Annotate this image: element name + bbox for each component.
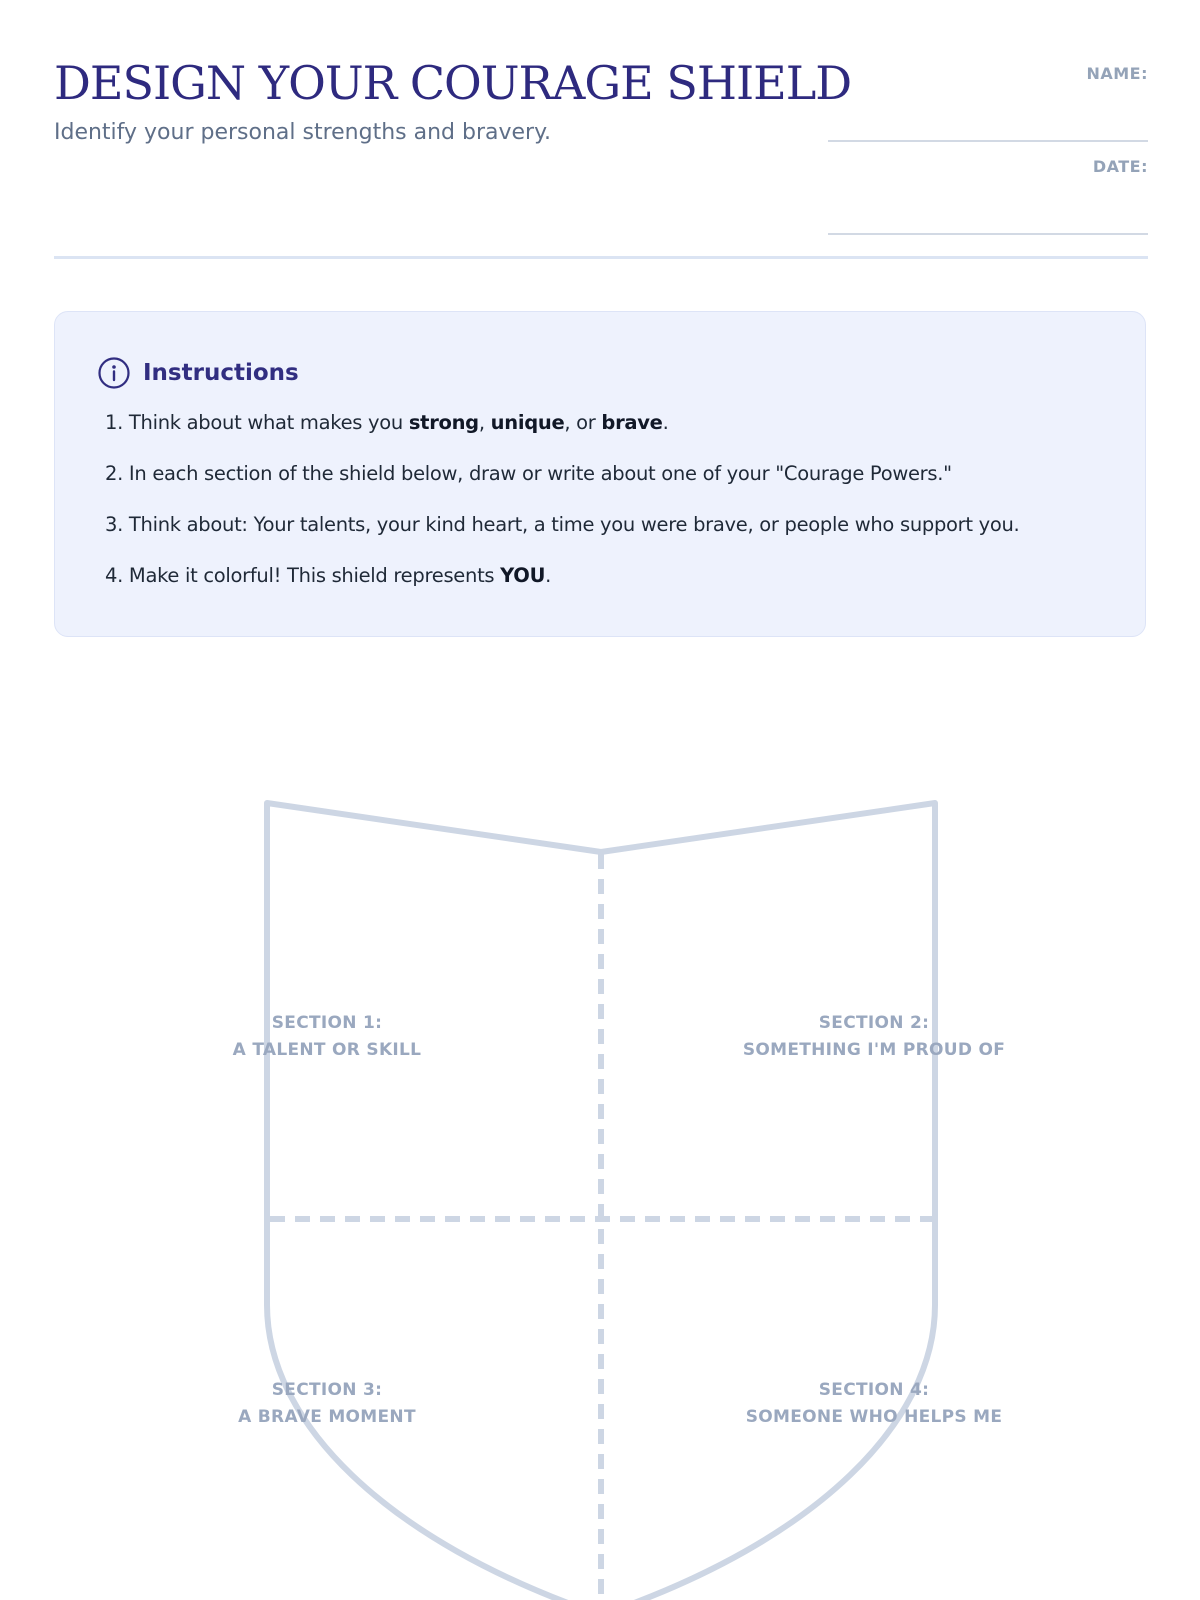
info-icon <box>97 356 131 390</box>
instruction-step: 2. In each section of the shield below, draw or write about one of your "Courage Powers." <box>105 462 952 485</box>
instruction-step: 1. Think about what makes you strong, unique, or brave. <box>105 411 669 434</box>
name-line[interactable] <box>828 140 1148 142</box>
instruction-step: 3. Think about: Your talents, your kind heart, a time you were brave, or people who support you. <box>105 513 1020 536</box>
instructions-list <box>105 411 1019 615</box>
name-label: NAME: <box>1086 64 1148 83</box>
page-title: DESIGN YOUR COURAGE SHIELD <box>54 56 852 110</box>
instructions-panel <box>54 311 1146 637</box>
shield-section-3-label: SECTION 3: A BRAVE MOMENT <box>238 1380 416 1427</box>
name-field[interactable] <box>828 64 1148 83</box>
date-line[interactable] <box>828 233 1148 235</box>
shield-outline <box>0 780 1200 1600</box>
date-label: DATE: <box>1092 157 1148 176</box>
instructions-header <box>97 356 299 390</box>
header <box>54 56 1148 259</box>
shield-section-4-label: SECTION 4: SOMEONE WHO HELPS ME <box>745 1380 1003 1427</box>
date-field[interactable] <box>828 157 1148 176</box>
courage-shield <box>0 780 1200 1600</box>
instructions-title: Instructions <box>143 360 299 386</box>
page-subtitle: Identify your personal strengths and bravery. <box>54 120 551 145</box>
instruction-step: 4. Make it colorful! This shield represents YOU. <box>105 564 552 587</box>
shield-section-2-label: SECTION 2: SOMETHING I'M PROUD OF <box>742 1013 1006 1060</box>
shield-section-1-label: SECTION 1: A TALENT OR SKILL <box>232 1013 422 1060</box>
